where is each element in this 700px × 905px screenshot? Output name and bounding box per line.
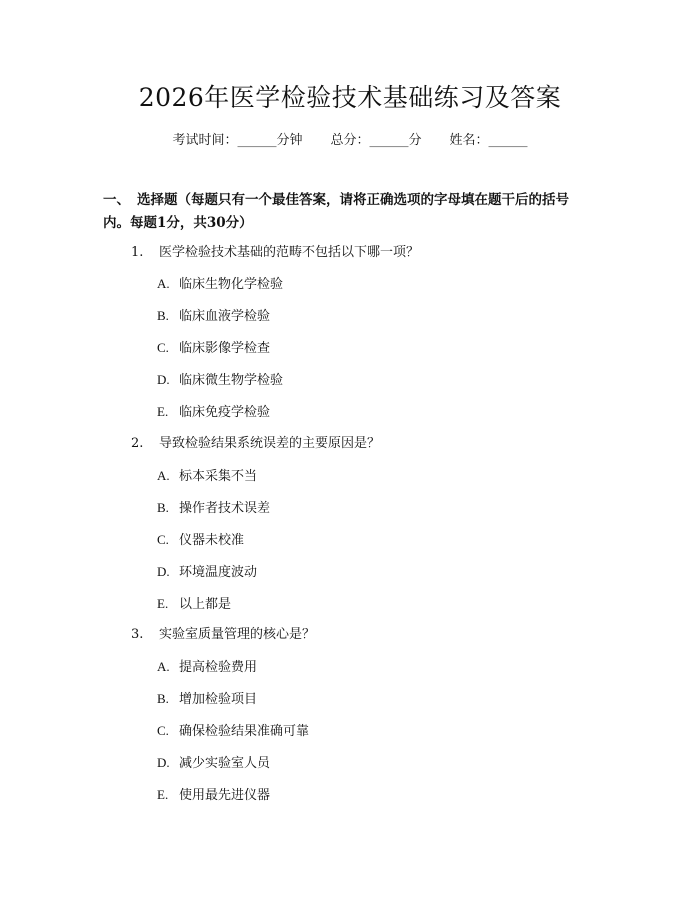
option-letter: E. (157, 787, 169, 802)
question-number: 2. (131, 436, 144, 451)
option-letter: B. (157, 500, 169, 515)
question-3-option-d (157, 753, 270, 774)
question-2-option-d (157, 562, 257, 583)
section-heading (103, 189, 593, 235)
question-number: 3. (131, 627, 144, 642)
option-text: 标本采集不当 (179, 469, 258, 484)
question-3-option-e (157, 785, 270, 806)
option-letter: E. (157, 404, 169, 419)
name-field: 姓名：______ (449, 133, 528, 148)
question-2-option-a (157, 466, 257, 487)
option-letter: B. (157, 691, 169, 706)
option-letter: A. (157, 276, 170, 291)
question-1 (131, 243, 419, 263)
document-title: 2026年医学检验技术基础练习及答案 (138, 83, 562, 112)
option-letter: A. (157, 659, 170, 674)
option-text: 增加检验项目 (179, 692, 258, 707)
question-1-option-e (157, 402, 270, 423)
option-letter: C. (157, 532, 169, 547)
question-text: 医学检验技术基础的范畴不包括以下哪一项？ (159, 245, 420, 260)
option-letter: D. (157, 755, 170, 770)
option-letter: D. (157, 372, 170, 387)
option-letter: C. (157, 340, 169, 355)
option-letter: C. (157, 723, 169, 738)
question-1-option-a (157, 274, 283, 295)
total-score-field: 总分：______分 (330, 133, 422, 148)
question-2-option-e (157, 594, 231, 615)
option-letter: E. (157, 596, 169, 611)
option-text: 减少实验室人员 (179, 756, 271, 771)
option-text: 操作者技术误差 (179, 501, 271, 516)
question-2 (131, 434, 380, 454)
question-text: 导致检验结果系统误差的主要原因是？ (159, 436, 381, 451)
option-letter: B. (157, 308, 169, 323)
question-2-option-c (157, 530, 244, 551)
option-letter: D. (157, 564, 170, 579)
question-2-option-b (157, 498, 270, 519)
question-text: 实验室质量管理的核心是？ (159, 627, 316, 642)
option-text: 以上都是 (179, 597, 232, 612)
option-text: 临床生物化学检验 (179, 277, 284, 292)
question-3-option-a (157, 657, 257, 678)
section-number: 一、 (103, 192, 130, 208)
question-3 (131, 625, 315, 645)
option-text: 临床血液学检验 (179, 309, 271, 324)
question-number: 1. (131, 245, 144, 260)
option-text: 环境温度波动 (179, 565, 258, 580)
question-1-option-c (157, 338, 270, 359)
option-text: 临床影像学检查 (179, 341, 271, 356)
option-letter: A. (157, 468, 170, 483)
option-text: 仪器未校准 (179, 533, 245, 548)
section-heading-text: 选择题（每题只有一个最佳答案，请将正确选项的字母填在题干后的括号 (137, 192, 569, 208)
option-text: 提高检验费用 (179, 660, 258, 675)
question-1-option-b (157, 306, 270, 327)
option-text: 使用最先进仪器 (179, 788, 271, 803)
option-text: 临床免疫学检验 (179, 405, 271, 420)
option-text: 确保检验结果准确可靠 (179, 724, 310, 739)
option-text: 临床微生物学检验 (179, 373, 284, 388)
exam-time-field: 考试时间：______分钟 (172, 133, 303, 148)
section-heading-line-2: 内。每题1分，共30分） (103, 215, 253, 231)
question-3-option-b (157, 689, 257, 710)
question-3-option-c (157, 721, 309, 742)
section-heading-line-1 (103, 189, 593, 212)
question-1-option-d (157, 370, 283, 391)
exam-meta (0, 131, 700, 151)
